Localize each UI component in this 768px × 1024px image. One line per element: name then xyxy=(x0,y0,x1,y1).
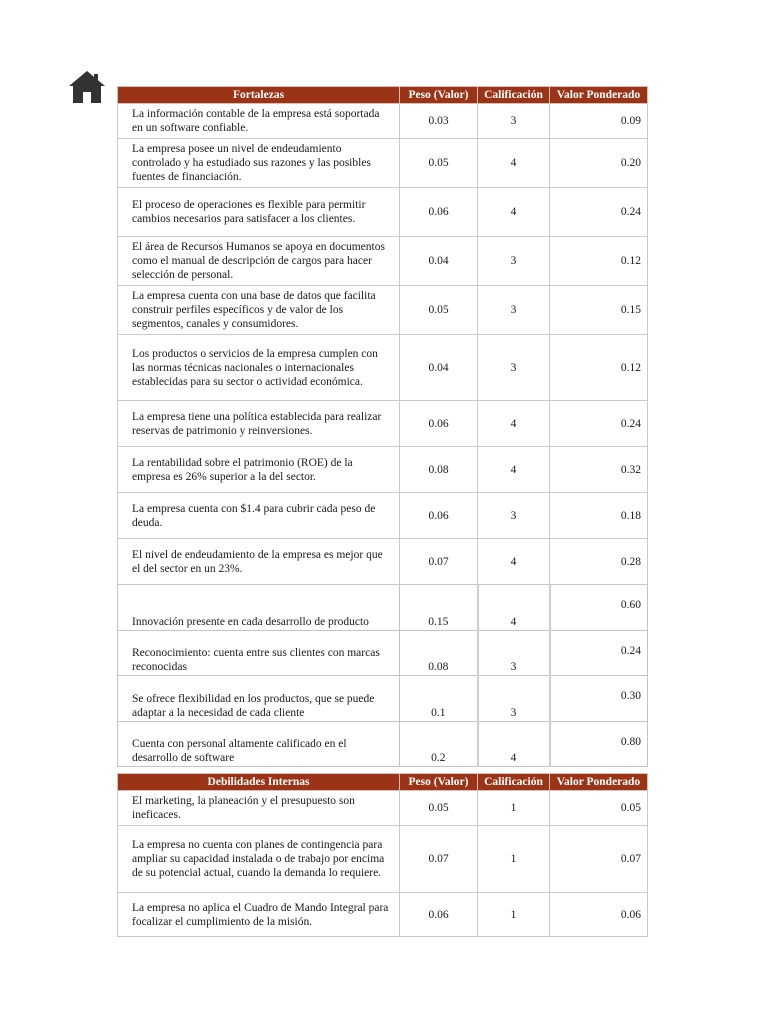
valor-ponderado-value: 0.20 xyxy=(550,139,648,188)
home-icon[interactable] xyxy=(68,70,106,104)
valor-ponderado-value: 0.18 xyxy=(550,493,648,539)
table-row xyxy=(118,893,648,937)
calificacion-value: 1 xyxy=(478,893,550,937)
factor-text: La rentabilidad sobre el patrimonio (ROE) de la empresa es 26% superior a la del sector. xyxy=(118,447,400,493)
peso-value: 0.06 xyxy=(400,401,478,447)
factor-text: Innovación presente en cada desarrollo de producto xyxy=(118,585,400,631)
calificacion-value: 3 xyxy=(478,676,550,722)
factor-text: El proceso de operaciones es flexible para permitir cambios necesarios para satisfacer a los clientes. xyxy=(118,188,400,237)
peso-value: 0.08 xyxy=(400,447,478,493)
header-row xyxy=(118,87,648,104)
factor-text: Los productos o servicios de la empresa cumplen con las normas técnicas nacionales o internacionales establecidas para su sector o actividad económica. xyxy=(118,335,400,401)
header-row xyxy=(118,774,648,791)
calificacion-value: 3 xyxy=(478,493,550,539)
factor-text: Cuenta con personal altamente calificado en el desarrollo de software xyxy=(118,722,400,767)
valor-ponderado-value: 0.80 xyxy=(550,722,648,767)
table-row xyxy=(118,286,648,335)
factor-text: La empresa no cuenta con planes de contingencia para ampliar su capacidad instalada o de trabajo por encima de su potencial actual, cuando la demanda lo requiere. xyxy=(118,826,400,893)
calificacion-value: 4 xyxy=(478,401,550,447)
valor-ponderado-value: 0.24 xyxy=(550,631,648,676)
fortalezas-table xyxy=(117,86,648,767)
peso-value: 0.2 xyxy=(400,722,478,767)
valor-ponderado-value: 0.06 xyxy=(550,893,648,937)
calificacion-value: 3 xyxy=(478,237,550,286)
peso-value: 0.1 xyxy=(400,676,478,722)
table-row xyxy=(118,447,648,493)
header-factor: Debilidades Internas xyxy=(118,774,400,791)
table-row xyxy=(118,104,648,139)
calificacion-value: 3 xyxy=(478,286,550,335)
calificacion-value: 1 xyxy=(478,826,550,893)
factor-text: La empresa no aplica el Cuadro de Mando Integral para focalizar el cumplimiento de la misión. xyxy=(118,893,400,937)
calificacion-value: 4 xyxy=(478,539,550,585)
table-row xyxy=(118,139,648,188)
peso-value: 0.06 xyxy=(400,893,478,937)
factor-text: La información contable de la empresa está soportada en un software confiable. xyxy=(118,104,400,139)
header-factor: Fortalezas xyxy=(118,87,400,104)
header-valor-ponderado: Valor Ponderado xyxy=(550,774,648,791)
peso-value: 0.04 xyxy=(400,335,478,401)
valor-ponderado-value: 0.28 xyxy=(550,539,648,585)
table-row xyxy=(118,791,648,826)
peso-value: 0.07 xyxy=(400,826,478,893)
table-row xyxy=(118,676,648,722)
valor-ponderado-value: 0.60 xyxy=(550,585,648,631)
calificacion-value: 3 xyxy=(478,335,550,401)
calificacion-value: 4 xyxy=(478,722,550,767)
header-peso: Peso (Valor) xyxy=(400,87,478,104)
factor-text: El marketing, la planeación y el presupuesto son ineficaces. xyxy=(118,791,400,826)
table-row xyxy=(118,826,648,893)
factor-text: La empresa posee un nivel de endeudamiento controlado y ha estudiado sus razones y las posibles fuentes de financiación. xyxy=(118,139,400,188)
table-row xyxy=(118,631,648,676)
peso-value: 0.03 xyxy=(400,104,478,139)
table-row xyxy=(118,237,648,286)
calificacion-value: 1 xyxy=(478,791,550,826)
peso-value: 0.08 xyxy=(400,631,478,676)
table-row xyxy=(118,722,648,767)
table-row xyxy=(118,335,648,401)
header-peso: Peso (Valor) xyxy=(400,774,478,791)
peso-value: 0.04 xyxy=(400,237,478,286)
calificacion-value: 4 xyxy=(478,585,550,631)
factor-text: La empresa cuenta con $1.4 para cubrir cada peso de deuda. xyxy=(118,493,400,539)
peso-value: 0.05 xyxy=(400,791,478,826)
factor-text: El nivel de endeudamiento de la empresa es mejor que el del sector en un 23%. xyxy=(118,539,400,585)
header-calificacion: Calificación xyxy=(478,774,550,791)
calificacion-value: 3 xyxy=(478,104,550,139)
valor-ponderado-value: 0.07 xyxy=(550,826,648,893)
table-row xyxy=(118,539,648,585)
factor-text: La empresa tiene una política establecida para realizar reservas de patrimonio y reinversiones. xyxy=(118,401,400,447)
calificacion-value: 3 xyxy=(478,631,550,676)
peso-value: 0.06 xyxy=(400,493,478,539)
valor-ponderado-value: 0.24 xyxy=(550,401,648,447)
table-row xyxy=(118,401,648,447)
calificacion-value: 4 xyxy=(478,139,550,188)
valor-ponderado-value: 0.09 xyxy=(550,104,648,139)
factor-text: La empresa cuenta con una base de datos que facilita construir perfiles específicos y de valor de los segmentos, canales y consumidores. xyxy=(118,286,400,335)
factor-text: Reconocimiento: cuenta entre sus clientes con marcas reconocidas xyxy=(118,631,400,676)
valor-ponderado-value: 0.30 xyxy=(550,676,648,722)
calificacion-value: 4 xyxy=(478,188,550,237)
valor-ponderado-value: 0.05 xyxy=(550,791,648,826)
valor-ponderado-value: 0.12 xyxy=(550,335,648,401)
peso-value: 0.05 xyxy=(400,139,478,188)
debilidades-table xyxy=(117,773,648,937)
peso-value: 0.05 xyxy=(400,286,478,335)
valor-ponderado-value: 0.15 xyxy=(550,286,648,335)
peso-value: 0.06 xyxy=(400,188,478,237)
valor-ponderado-value: 0.32 xyxy=(550,447,648,493)
header-calificacion: Calificación xyxy=(478,87,550,104)
table-row xyxy=(118,493,648,539)
calificacion-value: 4 xyxy=(478,447,550,493)
valor-ponderado-value: 0.12 xyxy=(550,237,648,286)
table-row xyxy=(118,585,648,631)
peso-value: 0.07 xyxy=(400,539,478,585)
valor-ponderado-value: 0.24 xyxy=(550,188,648,237)
peso-value: 0.15 xyxy=(400,585,478,631)
table-row xyxy=(118,188,648,237)
header-valor-ponderado: Valor Ponderado xyxy=(550,87,648,104)
factor-text: Se ofrece flexibilidad en los productos, que se puede adaptar a la necesidad de cada cliente xyxy=(118,676,400,722)
factor-text: El área de Recursos Humanos se apoya en documentos como el manual de descripción de cargos para hacer selección de personal. xyxy=(118,237,400,286)
